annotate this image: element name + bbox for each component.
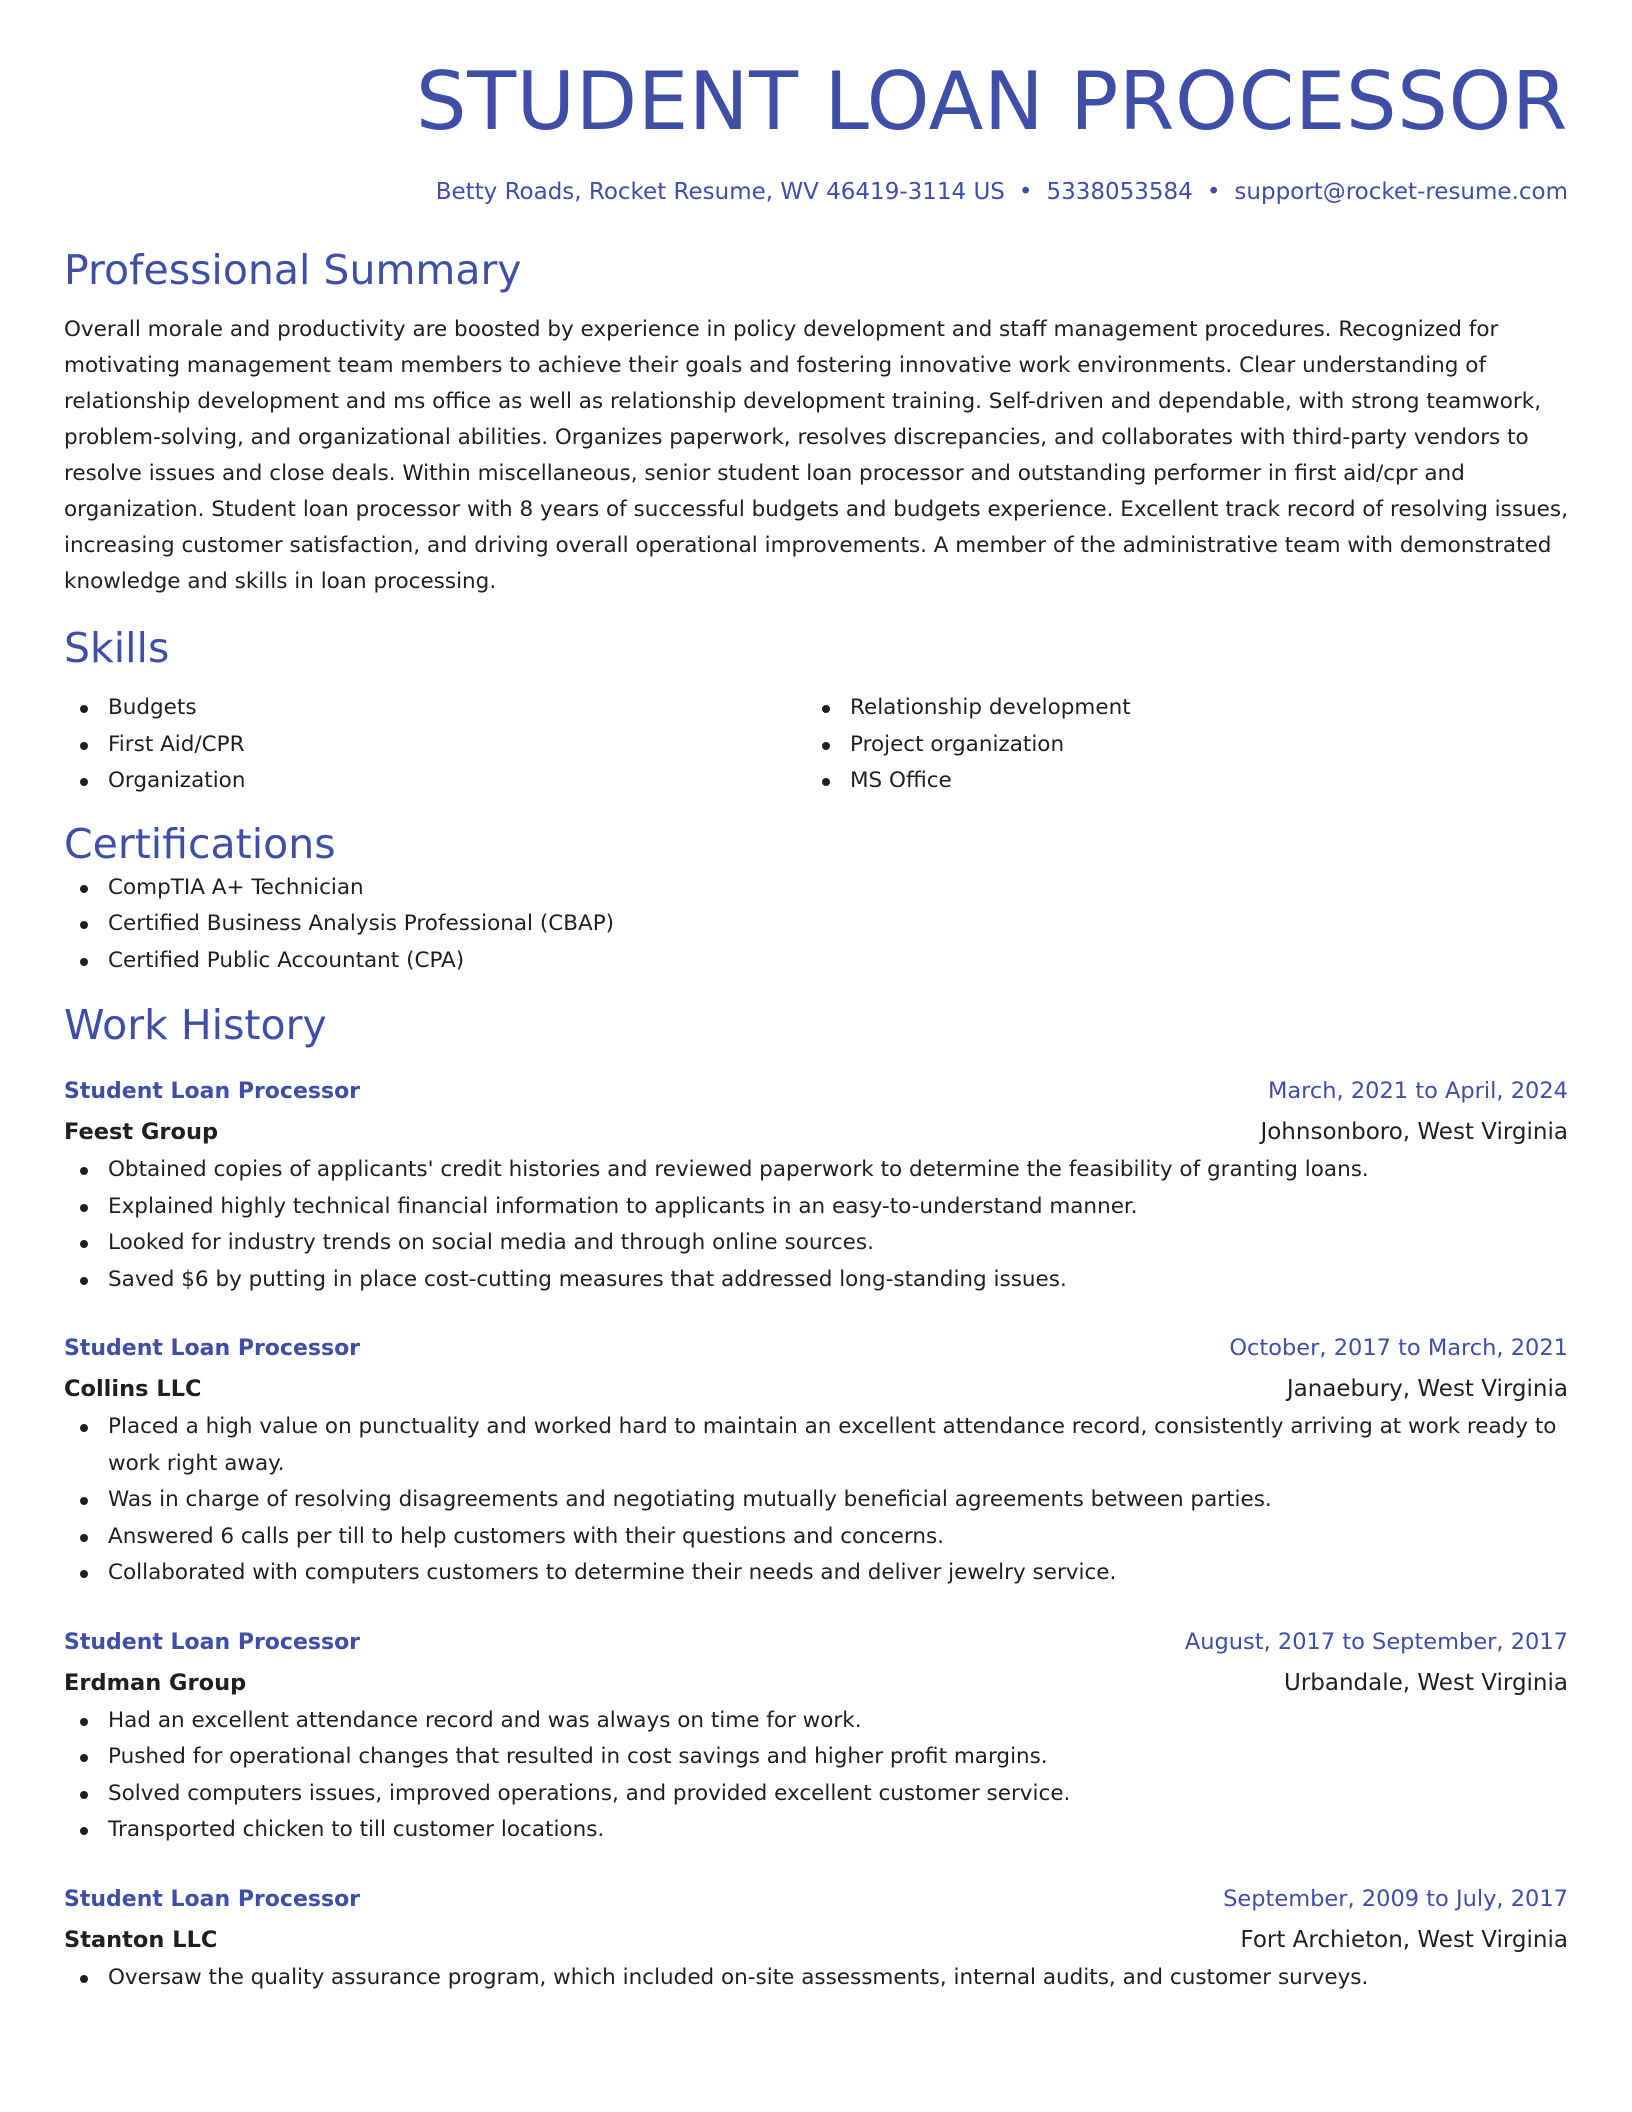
certification-item: Certified Public Accountant (CPA) (64, 943, 1568, 980)
skill-item: MS Office (806, 763, 1548, 800)
skills-section (64, 622, 1568, 800)
job-bullet: Answered 6 calls per till to help customers with their questions and concerns. (64, 1519, 1568, 1556)
certifications-section (64, 818, 1568, 980)
job-bullet-list (64, 1703, 1568, 1849)
job-dates: October, 2017 to March, 2021 (1229, 1335, 1568, 1361)
professional-summary-section (64, 244, 1568, 600)
job-bullet: Saved $6 by putting in place cost-cutting measures that addressed long-standing issues. (64, 1262, 1568, 1299)
job-company-row (64, 1920, 1568, 1960)
section-title-certifications: Certifications (64, 819, 336, 868)
job-bullet: Transported chicken to till customer locations. (64, 1812, 1568, 1849)
resume-page (64, 0, 1568, 1996)
job-title: Student Loan Processor (64, 1629, 361, 1655)
skill-item: Relationship development (806, 690, 1548, 727)
job-company-row (64, 1369, 1568, 1409)
job-location: Johnsonboro, West Virginia (1260, 1119, 1568, 1145)
job-company: Stanton LLC (64, 1926, 218, 1953)
section-title-work-history: Work History (64, 1001, 327, 1049)
contact-separator: • (1206, 179, 1221, 205)
contact-email: support@rocket-resume.com (1234, 179, 1568, 205)
job-company: Feest Group (64, 1119, 219, 1145)
job-bullet: Explained highly technical financial information to applicants in an easy-to-understand manner. (64, 1189, 1568, 1226)
certification-item: Certified Business Analysis Professional (CBAP) (64, 906, 1568, 943)
job-entry (64, 1071, 1568, 1298)
skill-item: First Aid/CPR (64, 727, 806, 764)
skills-column-right (806, 690, 1548, 800)
skill-item: Budgets (64, 690, 806, 727)
job-header-row (64, 1328, 1568, 1369)
job-title: Student Loan Processor (64, 1886, 361, 1912)
job-entry (64, 1328, 1568, 1592)
work-history-section (64, 999, 1568, 1996)
candidate-title: STUDENT LOAN PROCESSOR (415, 55, 1568, 148)
contact-separator: • (1018, 179, 1033, 205)
skills-list-right (806, 690, 1548, 800)
skills-column-left (64, 690, 806, 800)
job-bullet: Was in charge of resolving disagreements and negotiating mutually beneficial agreements between parties. (64, 1482, 1568, 1519)
contact-phone: 5338053584 (1046, 179, 1193, 205)
resume-header (64, 0, 1568, 208)
job-title: Student Loan Processor (64, 1079, 361, 1104)
job-company: Collins LLC (64, 1376, 202, 1402)
skills-grid (64, 690, 1568, 800)
certifications-list (64, 870, 1568, 980)
contact-address: Betty Roads, Rocket Resume, WV 46419-3114 US (435, 179, 1005, 205)
job-company: Erdman Group (64, 1669, 247, 1696)
job-header-row (64, 1879, 1568, 1920)
job-header-row (64, 1622, 1568, 1663)
job-bullet: Oversaw the quality assurance program, which included on-site assessments, internal audits, and customer surveys. (64, 1960, 1568, 1997)
job-bullet-list (64, 1960, 1568, 1997)
job-bullet-list (64, 1409, 1568, 1592)
job-location: Fort Archieton, West Virginia (1240, 1926, 1568, 1953)
job-location: Janaebury, West Virginia (1286, 1376, 1568, 1402)
section-title-summary: Professional Summary (64, 246, 522, 294)
job-bullet: Looked for industry trends on social media and through online sources. (64, 1225, 1568, 1262)
skills-list-left (64, 690, 806, 800)
summary-text: Overall morale and productivity are boosted by experience in policy development and staff management procedures. Recognized for motivating management team members to achieve their goals and fostering innovative work environments. Clear understanding of relationship development and ms office as well as relationship development training. Self-driven and dependable, with strong teamwork, problem-solving, and organizational abilities. Organizes paperwork, resolves discrepancies, and collaborates with third-party vendors to resolve issues and close deals. Within miscellaneous, senior student loan processor and outstanding performer in first aid/cpr and organization. Student loan processor with 8 years of successful budgets and budgets experience. Excellent track record of resolving issues, increasing customer satisfaction, and driving overall operational improvements. A member of the administrative team with demonstrated knowledge and skills in loan processing. (64, 317, 1568, 594)
job-header-row (64, 1071, 1568, 1112)
section-title-skills: Skills (64, 624, 170, 672)
skill-item: Project organization (806, 727, 1548, 764)
skill-item: Organization (64, 763, 806, 800)
job-bullet: Solved computers issues, improved operations, and provided excellent customer service. (64, 1776, 1568, 1813)
job-entry (64, 1622, 1568, 1849)
job-bullet: Placed a high value on punctuality and worked hard to maintain an excellent attendance record, consistently arriving at work ready to work right away. (64, 1409, 1568, 1482)
job-bullet: Collaborated with computers customers to determine their needs and deliver jewelry service. (64, 1555, 1568, 1592)
job-dates: March, 2021 to April, 2024 (1267, 1078, 1568, 1104)
job-dates: August, 2017 to September, 2017 (1184, 1628, 1568, 1655)
job-title: Student Loan Processor (64, 1336, 361, 1361)
job-bullet: Pushed for operational changes that resulted in cost savings and higher profit margins. (64, 1739, 1568, 1776)
contact-line (64, 176, 1568, 208)
job-dates: September, 2009 to July, 2017 (1223, 1885, 1568, 1912)
job-location: Urbandale, West Virginia (1284, 1669, 1568, 1696)
job-bullet: Had an excellent attendance record and was always on time for work. (64, 1703, 1568, 1740)
job-entry (64, 1879, 1568, 1997)
certification-item: CompTIA A+ Technician (64, 870, 1568, 907)
job-bullet: Obtained copies of applicants' credit histories and reviewed paperwork to determine the feasibility of granting loans. (64, 1152, 1568, 1189)
job-company-row (64, 1112, 1568, 1152)
job-bullet-list (64, 1152, 1568, 1298)
job-company-row (64, 1663, 1568, 1703)
